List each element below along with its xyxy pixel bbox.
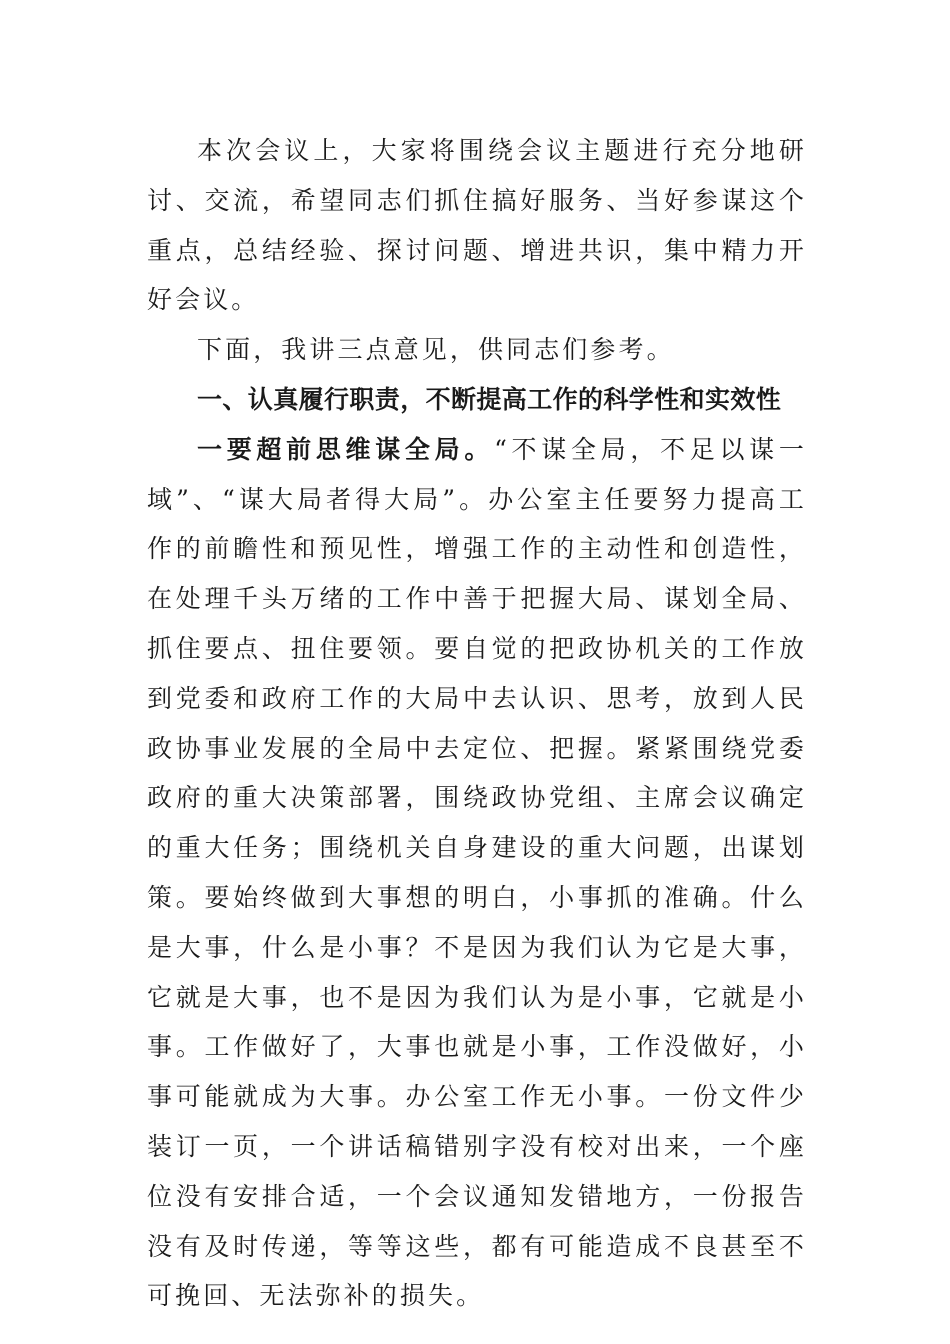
paragraph-opening: 本次会议上，大家将围绕会议主题进行充分地研讨、交流，希望同志们抓住搞好服务、当好参谋这个重点，总结经验、探讨问题、增进共识，集中精力开好会议。 bbox=[147, 136, 807, 315]
paragraph-intro: 下面，我讲三点意见，供同志们参考。 bbox=[197, 335, 675, 365]
document-page bbox=[147, 126, 807, 1321]
section-heading-1: 一、认真履行职责，不断提高工作的科学性和实效性 bbox=[197, 384, 782, 414]
point-1-body: “不谋全局，不足以谋一域”、“谋大局者得大局”。办公室主任要努力提高工作的前瞻性和预见性，增强工作的主动性和创造性，在处理千头万绪的工作中善于把握大局、谋划全局、抓住要点、扭住要领。要自觉的把政协机关的工作放到党委和政府工作的大局中去认识、思考，放到人民政协事业发展的全局中去定位、把握。紧紧围绕党委政府的重大决策部署，围绕政协党组、主席会议确定的重大任务；围绕机关自身建设的重大问题，出谋划策。要始终做到大事想的明白，小事抓的准确。什么是大事，什么是小事？不是因为我们认为它是大事，它就是大事，也不是因为我们认为是小事，它就是小事。工作做好了，大事也就是小事，工作没做好，小事可能就成为大事。办公室工作无小事。一份文件少装订一页，一个讲话稿错别字没有校对出来，一个座位没有安排合适，一个会议通知发错地方，一份报告没有及时传递，等等这些，都有可能造成不良甚至不可挽回、无法弥补的损失。 bbox=[147, 434, 807, 1311]
point-1-lead: 一要超前思维谋全局。 bbox=[197, 434, 495, 464]
paragraph-point-1 bbox=[147, 425, 807, 1321]
